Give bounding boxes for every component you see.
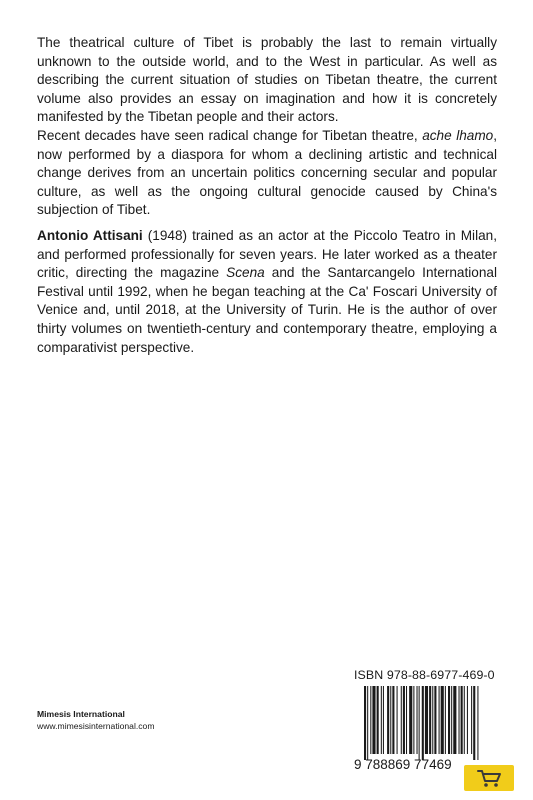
cart-overlay[interactable] <box>464 765 514 791</box>
barcode-bar <box>432 686 433 754</box>
barcode-bar <box>419 686 420 760</box>
publisher-name: Mimesis International <box>37 709 125 719</box>
barcode-bar <box>387 686 389 754</box>
barcode-bar <box>425 686 428 754</box>
isbn-label: ISBN 978-88-6977-469-0 <box>354 668 495 682</box>
barcode-bar <box>367 686 368 760</box>
barcode-bar <box>422 686 424 760</box>
blurb-p2-italic-term: ache lhamo <box>422 127 494 143</box>
blurb-paragraph-2 <box>37 127 497 220</box>
barcode-graphic <box>354 686 504 772</box>
publisher-block <box>37 708 257 732</box>
barcode-bar <box>372 686 375 754</box>
barcode-bar <box>417 686 418 754</box>
barcode-bar <box>471 686 472 754</box>
barcode-bar <box>406 686 407 754</box>
barcode-bar <box>439 686 440 754</box>
barcode-bar <box>461 686 463 754</box>
isbn-block <box>354 667 504 683</box>
barcode-bar <box>413 686 414 754</box>
author-bio-text-1: (1948) trained as an actor at the Piccolo Teatro in Milan, and performed professionally for seven years. He later worked as a theater critic, directing the magazine <box>37 228 497 281</box>
magazine-title: Scena <box>226 265 265 281</box>
barcode-bar <box>381 686 382 754</box>
barcode-bar <box>397 686 398 754</box>
barcode-bar <box>459 686 460 754</box>
barcode-bar <box>409 686 412 754</box>
barcode <box>354 686 504 772</box>
author-bio <box>37 227 497 357</box>
barcode-bar <box>401 686 402 754</box>
barcode-bar <box>445 686 446 754</box>
barcode-bar <box>364 686 366 760</box>
blurb-p2-end: , now performed by a diaspora for whom a declining artistic and technical change derives from an uncertain politics concerning secular and popular culture, as well as the ongoing cultural genocide caused by China's subjection of Tibet. <box>37 127 497 218</box>
author-bio-text-2: and the Santarcangelo International Festival until 1992, when he began teaching at the Ca' Foscari University of Venice and, until 2018, at the University of Turin. He is the author of over thirty volumes on twentieth-century and contemporary theatre, employing a comparativist perspective. <box>37 265 497 355</box>
barcode-bar <box>477 686 478 760</box>
barcode-bar <box>451 686 452 754</box>
barcode-bar <box>467 686 468 754</box>
barcode-bar <box>403 686 405 754</box>
cart-icon[interactable] <box>464 765 514 791</box>
barcode-bar <box>429 686 431 754</box>
blurb-paragraph-1: The theatrical culture of Tibet is probably the last to remain virtually unknown to the outside world, and to the West in particular. As well as describing the current situation of studies on Tibetan theatre, the current volume also provides an essay on imagination and how it is concretely manifested by the Tibetan people and their actors. <box>37 35 497 125</box>
barcode-digits: 9 788869 77469 <box>354 757 452 772</box>
barcode-bar <box>377 686 379 754</box>
barcode-bar <box>453 686 456 754</box>
barcode-bar <box>370 686 371 754</box>
author-name: Antonio Attisani <box>37 228 143 243</box>
book-blurb <box>37 34 497 220</box>
barcode-bar <box>464 686 465 754</box>
barcode-bar <box>441 686 444 754</box>
barcode-bar <box>448 686 450 754</box>
barcode-bar <box>434 686 436 754</box>
author-bio-paragraph <box>37 227 497 357</box>
barcode-bar <box>383 686 384 754</box>
barcode-bar <box>392 686 394 754</box>
barcode-bar <box>473 686 475 760</box>
barcode-bar <box>390 686 391 754</box>
publisher-url: www.mimesisinternational.com <box>37 721 155 731</box>
blurb-p2-start: Recent decades have seen radical change for Tibetan theatre, <box>37 127 423 143</box>
